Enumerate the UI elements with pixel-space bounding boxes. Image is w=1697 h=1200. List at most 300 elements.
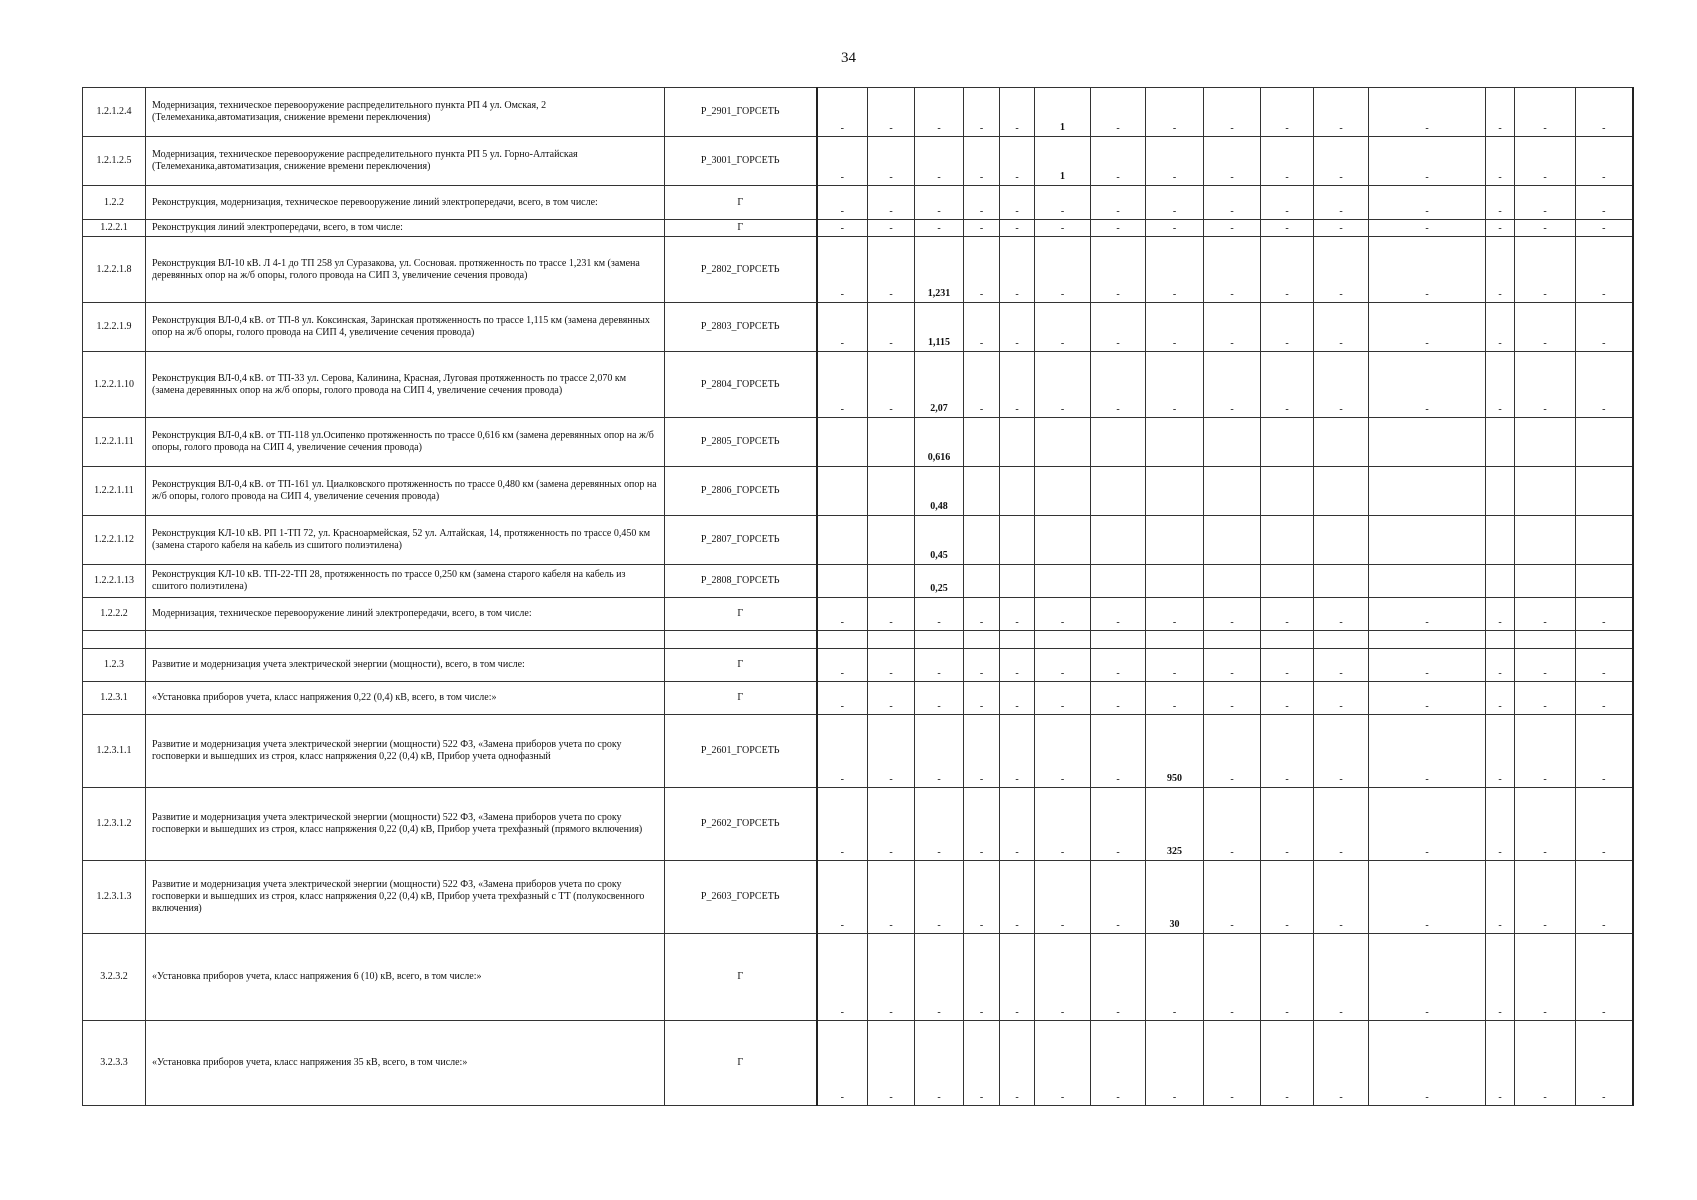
value-cell: - [1369,788,1486,861]
value-cell: - [1035,352,1091,418]
table-row [83,303,1633,352]
value-cell [1486,631,1515,649]
value-cell: - [1515,303,1576,352]
value-cell: - [1486,186,1515,220]
value-cell [817,418,868,467]
value-cell [1091,418,1146,467]
value-cell: - [868,682,915,715]
value-cell: - [1314,715,1369,788]
value-cell: - [1146,649,1204,682]
value-cell: - [1261,303,1314,352]
value-cell [1261,467,1314,516]
value-cell: - [964,788,1000,861]
value-cell: - [1369,598,1486,631]
value-cell: - [964,303,1000,352]
value-cell [1035,516,1091,565]
value-cell: - [1314,934,1369,1021]
value-cell: - [1204,88,1261,137]
row-identifier: P_3001_ГОРСЕТЬ [665,137,817,186]
value-cell: - [1091,137,1146,186]
row-name: Развитие и модернизация учета электрической энергии (мощности) 522 ФЗ, «Замена приборов учета по сроку госповерки и вышедших из строя, класс напряжения 0,22 (0,4) кВ, Прибор учета однофазный [146,715,665,788]
value-cell: - [1261,237,1314,303]
value-cell: 2,07 [915,352,964,418]
value-cell: - [1314,788,1369,861]
value-cell: - [1035,303,1091,352]
value-cell: - [1486,649,1515,682]
table-row [83,598,1633,631]
value-cell [1576,467,1633,516]
table-row [83,565,1633,598]
row-name: Реконструкция ВЛ-0,4 кВ. от ТП-8 ул. Коксинская, Заринская протяженность по трассе 1,115 км (замена деревянных опор на ж/б опоры, голого провода на СИП 4, увеличение сечения провода) [146,303,665,352]
row-identifier: Г [665,220,817,237]
row-name: Реконструкция ВЛ-10 кВ. Л 4-1 до ТП 258 ул Суразакова, ул. Сосновая. протяженность по трассе 1,231 км (замена деревянных опор на ж/б опоры, голого провода на СИП 3, увеличение сечения провода) [146,237,665,303]
row-name: Реконструкция линий электропередачи, всего, в том числе: [146,220,665,237]
value-cell: - [964,861,1000,934]
value-cell: - [915,186,964,220]
value-cell: - [1314,649,1369,682]
row-code: 1.2.2.1.10 [83,352,146,418]
row-code: 1.2.2.1.13 [83,565,146,598]
value-cell: - [1000,861,1035,934]
value-cell: - [1576,788,1633,861]
value-cell: - [1515,137,1576,186]
table-row [83,88,1633,137]
value-cell: - [1035,861,1091,934]
value-cell: - [1000,303,1035,352]
value-cell [1314,516,1369,565]
value-cell [1204,516,1261,565]
value-cell: - [1146,682,1204,715]
value-cell: - [1091,682,1146,715]
value-cell: 1,231 [915,237,964,303]
value-cell: - [1314,137,1369,186]
row-identifier: Г [665,186,817,220]
value-cell [1261,565,1314,598]
value-cell: 0,25 [915,565,964,598]
value-cell: - [915,788,964,861]
value-cell [1000,516,1035,565]
value-cell [1314,631,1369,649]
row-identifier: P_2602_ГОРСЕТЬ [665,788,817,861]
value-cell [1261,418,1314,467]
value-cell: - [868,1021,915,1106]
row-identifier: Г [665,934,817,1021]
value-cell: - [868,788,915,861]
value-cell: - [1369,934,1486,1021]
value-cell: - [1261,1021,1314,1106]
value-cell: - [1515,788,1576,861]
row-identifier: P_2802_ГОРСЕТЬ [665,237,817,303]
value-cell [1035,565,1091,598]
value-cell: - [1515,934,1576,1021]
value-cell: - [1000,934,1035,1021]
value-cell: - [1486,220,1515,237]
value-cell: 0,616 [915,418,964,467]
value-cell: - [868,715,915,788]
value-cell [1515,631,1576,649]
value-cell: - [1091,788,1146,861]
value-cell: - [1261,788,1314,861]
value-cell: 0,45 [915,516,964,565]
row-name: «Установка приборов учета, класс напряжения 6 (10) кВ, всего, в том числе:» [146,934,665,1021]
value-cell: - [1000,88,1035,137]
table-row [83,352,1633,418]
table-row [83,186,1633,220]
value-cell [1576,516,1633,565]
row-identifier: P_2603_ГОРСЕТЬ [665,861,817,934]
value-cell [817,467,868,516]
value-cell: - [817,186,868,220]
value-cell: - [1146,220,1204,237]
value-cell: - [1091,237,1146,303]
value-cell: - [1146,352,1204,418]
row-code: 3.2.3.3 [83,1021,146,1106]
row-code: 1.2.2.1.12 [83,516,146,565]
value-cell: - [964,237,1000,303]
value-cell: - [1146,934,1204,1021]
value-cell: 1 [1035,88,1091,137]
value-cell: - [1035,598,1091,631]
table-row [83,516,1633,565]
value-cell: - [915,598,964,631]
value-cell: - [1204,934,1261,1021]
value-cell: - [964,649,1000,682]
value-cell [817,631,868,649]
value-cell: - [1091,861,1146,934]
row-code: 1.2.2.1.11 [83,418,146,467]
value-cell [1146,565,1204,598]
table-row [83,220,1633,237]
value-cell [1091,467,1146,516]
table-row [83,137,1633,186]
value-cell: - [1000,1021,1035,1106]
row-name: Модернизация, техническое перевооружение линий электропередачи, всего, в том числе: [146,598,665,631]
value-cell [1486,565,1515,598]
value-cell: - [1035,934,1091,1021]
value-cell: - [868,861,915,934]
value-cell: - [1369,861,1486,934]
value-cell: - [1314,352,1369,418]
value-cell: - [1204,598,1261,631]
value-cell [964,467,1000,516]
row-code: 3.2.3.2 [83,934,146,1021]
value-cell: - [868,598,915,631]
value-cell [868,467,915,516]
value-cell [1146,631,1204,649]
value-cell [868,516,915,565]
value-cell: - [817,788,868,861]
value-cell: - [1146,237,1204,303]
value-cell: - [964,715,1000,788]
value-cell: - [1369,88,1486,137]
value-cell [1515,516,1576,565]
value-cell: - [1000,137,1035,186]
value-cell [1369,516,1486,565]
value-cell: - [1314,682,1369,715]
value-cell: - [1091,186,1146,220]
value-cell: - [1000,649,1035,682]
value-cell: - [1486,682,1515,715]
row-name [146,631,665,649]
value-cell: - [1035,1021,1091,1106]
value-cell: - [1576,598,1633,631]
value-cell: - [817,220,868,237]
value-cell: - [915,715,964,788]
value-cell: - [1000,682,1035,715]
value-cell [1515,418,1576,467]
value-cell [1576,631,1633,649]
value-cell [817,516,868,565]
value-cell [1314,418,1369,467]
value-cell [1486,467,1515,516]
value-cell: - [1204,1021,1261,1106]
value-cell [1146,516,1204,565]
value-cell [1515,565,1576,598]
value-cell: - [1000,186,1035,220]
table-row [83,715,1633,788]
row-name: Реконструкция КЛ-10 кВ. РП 1-ТП 72, ул. Красноармейская, 52 ул. Алтайская, 14, протяженность по трассе 0,450 км (замена старого кабеля на кабель из сшитого полиэтилена) [146,516,665,565]
value-cell: - [1000,352,1035,418]
value-cell: - [1369,649,1486,682]
value-cell [1314,467,1369,516]
value-cell: - [915,861,964,934]
value-cell [1515,467,1576,516]
value-cell: - [1091,352,1146,418]
value-cell [964,418,1000,467]
value-cell: - [964,1021,1000,1106]
value-cell: - [1369,186,1486,220]
value-cell: - [1261,934,1314,1021]
value-cell: - [817,649,868,682]
value-cell: - [1035,682,1091,715]
value-cell: - [1091,934,1146,1021]
value-cell: - [915,649,964,682]
value-cell: - [817,237,868,303]
table-body [83,88,1633,1106]
table-row [83,418,1633,467]
value-cell: - [915,1021,964,1106]
value-cell: - [1035,220,1091,237]
table-row [83,861,1633,934]
value-cell: - [817,598,868,631]
value-cell: - [1486,137,1515,186]
value-cell [1091,516,1146,565]
value-cell: - [1091,649,1146,682]
row-identifier: P_2804_ГОРСЕТЬ [665,352,817,418]
value-cell: - [1204,186,1261,220]
row-identifier: P_2901_ГОРСЕТЬ [665,88,817,137]
value-cell: - [817,1021,868,1106]
page-number: 34 [841,50,856,66]
value-cell: 1,115 [915,303,964,352]
value-cell: - [1486,237,1515,303]
row-code: 1.2.2.1.8 [83,237,146,303]
value-cell: - [1146,598,1204,631]
row-code: 1.2.2.1 [83,220,146,237]
value-cell: - [1146,88,1204,137]
value-cell: - [1091,303,1146,352]
value-cell [1204,418,1261,467]
row-name: Развитие и модернизация учета электрической энергии (мощности), всего, в том числе: [146,649,665,682]
value-cell: - [1000,788,1035,861]
value-cell: - [817,88,868,137]
value-cell [1000,418,1035,467]
row-name: Модернизация, техническое перевооружение распределительного пункта РП 5 ул. Горно-Алтайская (Телемеханика,автоматизация, снижение времени переключения) [146,137,665,186]
value-cell: - [817,861,868,934]
row-name: Реконструкция ВЛ-0,4 кВ. от ТП-161 ул. Циалковского протяженность по трассе 0,480 км (замена деревянных опор на ж/б опоры, голого провода на СИП 4, увеличение сечения провода) [146,467,665,516]
value-cell: 950 [1146,715,1204,788]
value-cell: - [1204,682,1261,715]
value-cell: - [1576,88,1633,137]
value-cell [964,631,1000,649]
value-cell: - [1261,649,1314,682]
value-cell: - [1035,186,1091,220]
row-name: Развитие и модернизация учета электрической энергии (мощности) 522 ФЗ, «Замена приборов учета по сроку госповерки и вышедших из строя, класс напряжения 0,22 (0,4) кВ, Прибор учета трехфазный (прямого включения) [146,788,665,861]
value-cell: - [1204,861,1261,934]
table-row [83,1021,1633,1106]
value-cell: - [1515,649,1576,682]
value-cell: - [1204,137,1261,186]
row-name: «Установка приборов учета, класс напряжения 0,22 (0,4) кВ, всего, в том числе:» [146,682,665,715]
value-cell: - [1515,220,1576,237]
row-code: 1.2.2.2 [83,598,146,631]
value-cell: - [1261,598,1314,631]
row-identifier: P_2805_ГОРСЕТЬ [665,418,817,467]
row-identifier: P_2808_ГОРСЕТЬ [665,565,817,598]
value-cell: - [817,352,868,418]
value-cell: - [964,220,1000,237]
row-identifier: Г [665,649,817,682]
value-cell: - [1091,88,1146,137]
value-cell: - [868,649,915,682]
value-cell: 1 [1035,137,1091,186]
row-name: Реконструкция, модернизация, техническое перевооружение линий электропередачи, всего, в том числе: [146,186,665,220]
value-cell: - [1314,220,1369,237]
value-cell: - [1000,237,1035,303]
row-name: «Установка приборов учета, класс напряжения 35 кВ, всего, в том числе:» [146,1021,665,1106]
value-cell: - [1314,88,1369,137]
value-cell: - [1035,715,1091,788]
value-cell: - [1576,934,1633,1021]
value-cell: - [1486,303,1515,352]
value-cell: - [1515,715,1576,788]
table-row [83,467,1633,516]
value-cell: - [1576,682,1633,715]
value-cell [868,631,915,649]
value-cell: - [1369,682,1486,715]
value-cell: - [964,598,1000,631]
value-cell: - [1261,861,1314,934]
value-cell: - [1369,137,1486,186]
value-cell: - [1576,237,1633,303]
row-code: 1.2.2 [83,186,146,220]
row-name: Модернизация, техническое перевооружение распределительного пункта РП 4 ул. Омская, 2 (Телемеханика,автоматизация, снижение времени переключения) [146,88,665,137]
value-cell [868,565,915,598]
value-cell: - [1369,237,1486,303]
value-cell: - [1369,715,1486,788]
value-cell: - [964,352,1000,418]
value-cell [1486,516,1515,565]
row-code: 1.2.3.1.1 [83,715,146,788]
value-cell: 325 [1146,788,1204,861]
value-cell: - [1261,715,1314,788]
value-cell: - [1204,352,1261,418]
value-cell: - [1515,88,1576,137]
value-cell: - [817,303,868,352]
value-cell: - [817,682,868,715]
value-cell: - [1486,861,1515,934]
value-cell: - [1204,220,1261,237]
value-cell: - [1261,220,1314,237]
table-row [83,934,1633,1021]
row-code [83,631,146,649]
value-cell [1261,631,1314,649]
value-cell: - [868,237,915,303]
value-cell [1261,516,1314,565]
value-cell [1146,418,1204,467]
value-cell: - [964,682,1000,715]
value-cell: - [1486,788,1515,861]
value-cell: - [1314,861,1369,934]
row-identifier [665,631,817,649]
value-cell [1000,631,1035,649]
row-name: Развитие и модернизация учета электрической энергии (мощности) 522 ФЗ, «Замена приборов учета по сроку госповерки и вышедших из строя, класс напряжения 0,22 (0,4) кВ, Прибор учета трехфазный с ТТ (полукосвенного включения) [146,861,665,934]
value-cell [1576,565,1633,598]
table-row [83,649,1633,682]
row-identifier: P_2806_ГОРСЕТЬ [665,467,817,516]
value-cell: - [1576,649,1633,682]
value-cell [1576,418,1633,467]
value-cell: - [1576,1021,1633,1106]
value-cell: - [964,88,1000,137]
value-cell [1204,467,1261,516]
row-code: 1.2.3.1 [83,682,146,715]
table-row [83,631,1633,649]
value-cell [1146,467,1204,516]
value-cell: - [1486,88,1515,137]
value-cell [964,565,1000,598]
value-cell [1035,631,1091,649]
row-code: 1.2.3.1.2 [83,788,146,861]
value-cell: - [1576,715,1633,788]
row-code: 1.2.1.2.4 [83,88,146,137]
value-cell: - [1261,137,1314,186]
value-cell: - [1369,220,1486,237]
value-cell: - [1035,788,1091,861]
value-cell: - [1576,303,1633,352]
value-cell: - [1515,237,1576,303]
value-cell: - [1204,649,1261,682]
value-cell: - [1261,88,1314,137]
value-cell [817,565,868,598]
value-cell: - [1035,237,1091,303]
value-cell [1369,418,1486,467]
row-code: 1.2.3.1.3 [83,861,146,934]
value-cell: - [1576,137,1633,186]
value-cell: - [964,186,1000,220]
value-cell: - [1204,303,1261,352]
value-cell: - [1486,934,1515,1021]
value-cell: - [1515,186,1576,220]
row-identifier: Г [665,598,817,631]
value-cell: - [1576,352,1633,418]
value-cell: - [868,934,915,1021]
value-cell: 0,48 [915,467,964,516]
value-cell [1035,467,1091,516]
value-cell: - [817,715,868,788]
value-cell [1000,565,1035,598]
value-cell: - [964,137,1000,186]
